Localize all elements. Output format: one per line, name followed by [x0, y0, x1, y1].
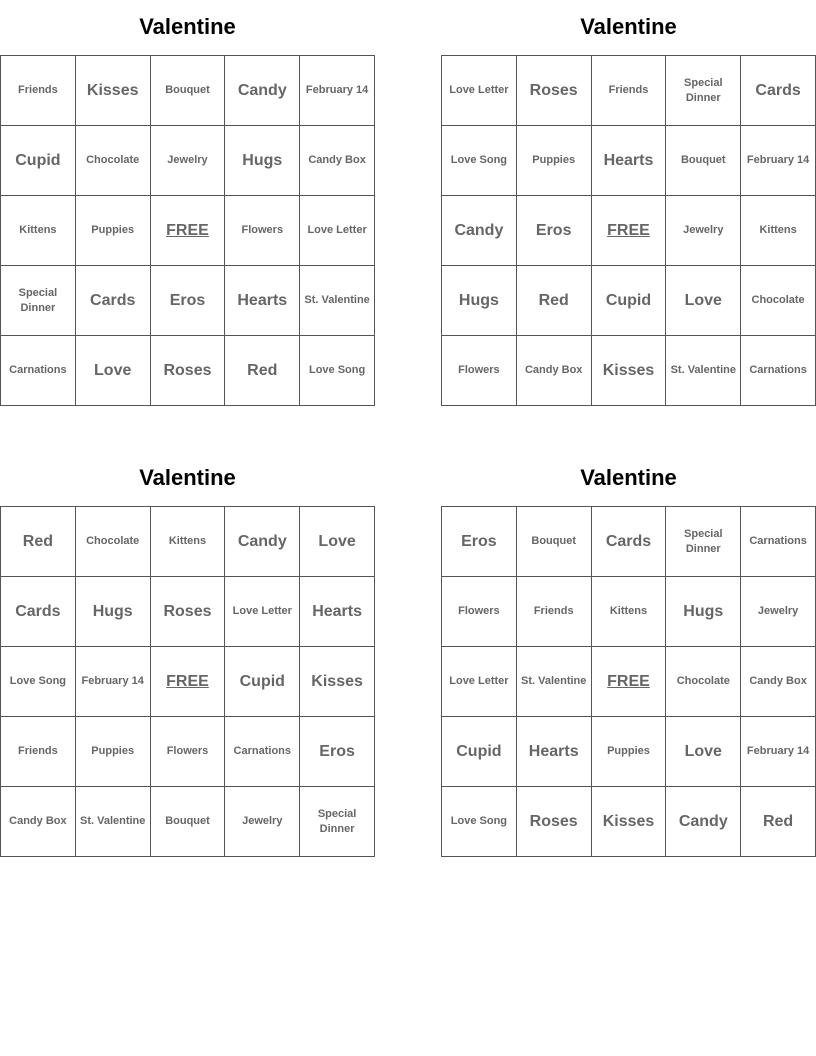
bingo-cell: Eros: [151, 266, 226, 336]
bingo-cell: St. Valentine: [666, 336, 741, 406]
bingo-cell: Love Song: [442, 787, 517, 857]
bingo-cell: Eros: [442, 507, 517, 577]
bingo-cell: Candy: [225, 56, 300, 126]
bingo-cell: Jewelry: [151, 126, 226, 196]
bingo-cell: Love: [666, 717, 741, 787]
bingo-cell: Carnations: [741, 507, 816, 577]
bingo-cell: Puppies: [76, 196, 151, 266]
bingo-cell: Friends: [1, 56, 76, 126]
bingo-cell: Chocolate: [741, 266, 816, 336]
card-title: Valentine: [580, 14, 677, 39]
card-title: Valentine: [139, 14, 236, 39]
bingo-cell: Chocolate: [76, 126, 151, 196]
bingo-cell: Love Song: [1, 647, 76, 717]
bingo-cell: Chocolate: [76, 507, 151, 577]
bingo-grid: [441, 506, 816, 857]
bingo-cell: Eros: [300, 717, 375, 787]
bingo-cell: Love Letter: [442, 56, 517, 126]
bingo-cell: Carnations: [1, 336, 76, 406]
bingo-cell: Roses: [151, 336, 226, 406]
bingo-cell: Red: [1, 507, 76, 577]
bingo-cell: Candy Box: [1, 787, 76, 857]
bingo-cell: Kisses: [300, 647, 375, 717]
bingo-cell: Carnations: [225, 717, 300, 787]
bingo-cell: Puppies: [517, 126, 592, 196]
free-space: FREE: [151, 196, 226, 266]
bingo-cell: Special Dinner: [666, 56, 741, 126]
bingo-card-2: [441, 0, 816, 406]
bingo-cell: St. Valentine: [76, 787, 151, 857]
bingo-cell: Jewelry: [666, 196, 741, 266]
bingo-cell: Roses: [151, 577, 226, 647]
bingo-cell: Flowers: [151, 717, 226, 787]
bingo-cell: Jewelry: [741, 577, 816, 647]
bingo-card-1: [0, 0, 375, 406]
bingo-card-4: [441, 451, 816, 857]
bingo-cell: Hugs: [76, 577, 151, 647]
bingo-cell: Kisses: [592, 787, 667, 857]
bingo-cell: Friends: [592, 56, 667, 126]
bingo-cell: Jewelry: [225, 787, 300, 857]
bingo-cell: Kittens: [592, 577, 667, 647]
bingo-cell: Flowers: [225, 196, 300, 266]
bingo-cell: Special Dinner: [666, 507, 741, 577]
bingo-cell: Hugs: [442, 266, 517, 336]
bingo-cell: St. Valentine: [300, 266, 375, 336]
bingo-cell: Special Dinner: [300, 787, 375, 857]
bingo-cell: Love: [76, 336, 151, 406]
bingo-cell: February 14: [741, 126, 816, 196]
bingo-cell: Love Letter: [300, 196, 375, 266]
bingo-cell: Red: [225, 336, 300, 406]
bingo-cell: Candy Box: [300, 126, 375, 196]
bingo-cell: Kisses: [76, 56, 151, 126]
bingo-cell: Love Song: [300, 336, 375, 406]
bingo-cell: Bouquet: [666, 126, 741, 196]
bingo-cell: Carnations: [741, 336, 816, 406]
bingo-cell: Candy: [225, 507, 300, 577]
bingo-cell: Cards: [1, 577, 76, 647]
card-title: Valentine: [139, 465, 236, 490]
bingo-cell: Cupid: [592, 266, 667, 336]
bingo-cell: Hugs: [225, 126, 300, 196]
bingo-cell: Hearts: [592, 126, 667, 196]
bingo-grid: [0, 55, 375, 406]
bingo-cell: Flowers: [442, 336, 517, 406]
bingo-cell: Love: [666, 266, 741, 336]
bingo-cell: Red: [741, 787, 816, 857]
bingo-cell: Cards: [76, 266, 151, 336]
bingo-cell: Friends: [1, 717, 76, 787]
bingo-grid: [0, 506, 375, 857]
bingo-cell: Hugs: [666, 577, 741, 647]
bingo-card-3: [0, 451, 375, 857]
card-title: Valentine: [580, 465, 677, 490]
bingo-cell: Cupid: [442, 717, 517, 787]
free-space: FREE: [592, 647, 667, 717]
bingo-cell: Bouquet: [517, 507, 592, 577]
bingo-cell: Hearts: [225, 266, 300, 336]
bingo-cell: Puppies: [76, 717, 151, 787]
bingo-cell: Flowers: [442, 577, 517, 647]
bingo-cell: Love Letter: [225, 577, 300, 647]
bingo-cell: February 14: [76, 647, 151, 717]
bingo-cell: Special Dinner: [1, 266, 76, 336]
bingo-cell: Kittens: [151, 507, 226, 577]
bingo-cell: Love Letter: [442, 647, 517, 717]
bingo-cell: Cupid: [1, 126, 76, 196]
bingo-cell: Bouquet: [151, 787, 226, 857]
bingo-cell: Red: [517, 266, 592, 336]
bingo-cell: Roses: [517, 56, 592, 126]
bingo-cell: Candy: [666, 787, 741, 857]
free-space: FREE: [151, 647, 226, 717]
bingo-cell: Bouquet: [151, 56, 226, 126]
bingo-cell: Kittens: [741, 196, 816, 266]
bingo-cell: Puppies: [592, 717, 667, 787]
bingo-cell: Candy Box: [741, 647, 816, 717]
bingo-cell: Kisses: [592, 336, 667, 406]
bingo-cell: Kittens: [1, 196, 76, 266]
bingo-cell: Cards: [592, 507, 667, 577]
bingo-cell: Cards: [741, 56, 816, 126]
bingo-cell: Hearts: [300, 577, 375, 647]
bingo-cell: Hearts: [517, 717, 592, 787]
bingo-cell: February 14: [300, 56, 375, 126]
bingo-grid: [441, 55, 816, 406]
bingo-cell: Candy Box: [517, 336, 592, 406]
bingo-cell: Roses: [517, 787, 592, 857]
bingo-cell: Love: [300, 507, 375, 577]
bingo-cell: St. Valentine: [517, 647, 592, 717]
free-space: FREE: [592, 196, 667, 266]
bingo-cell: Candy: [442, 196, 517, 266]
bingo-cell: Chocolate: [666, 647, 741, 717]
bingo-cell: Love Song: [442, 126, 517, 196]
bingo-cell: Cupid: [225, 647, 300, 717]
bingo-cell: Eros: [517, 196, 592, 266]
bingo-cell: Friends: [517, 577, 592, 647]
bingo-cell: February 14: [741, 717, 816, 787]
